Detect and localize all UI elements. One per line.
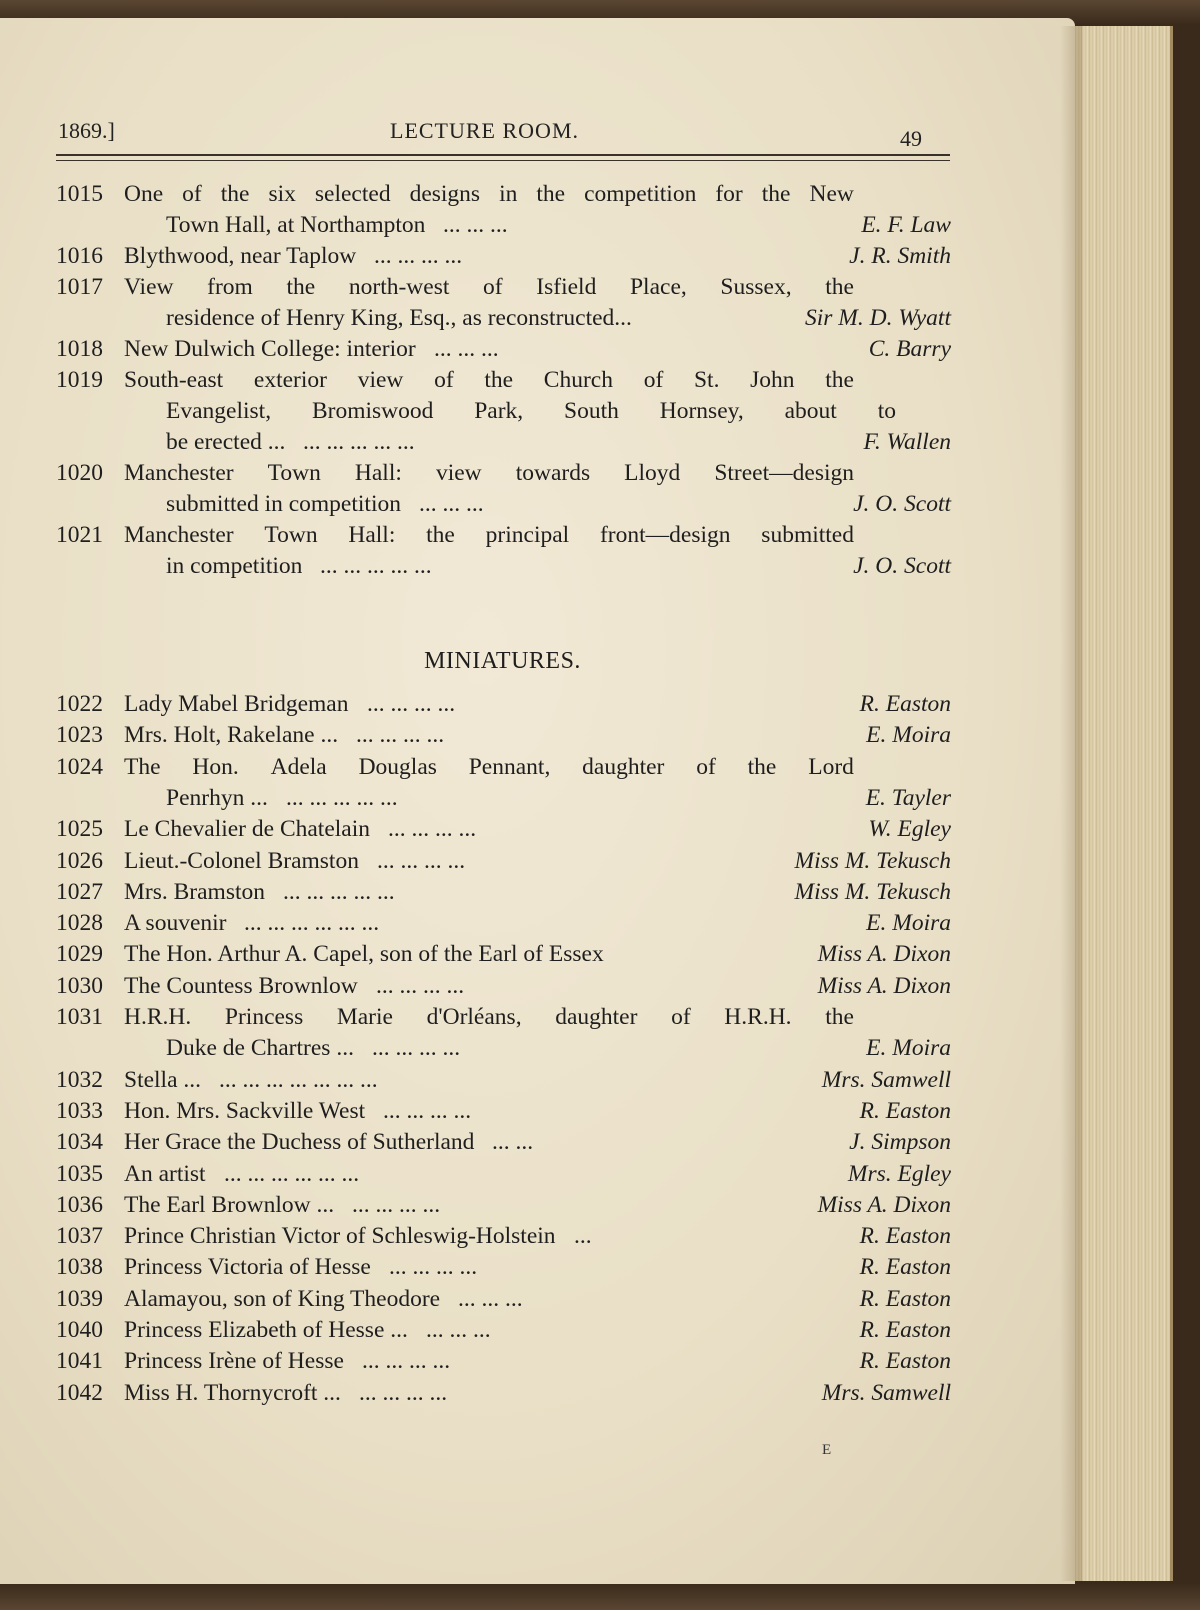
word: the (426, 522, 455, 548)
word: the (761, 181, 791, 207)
leader-dots: ... ... ... ... ... (286, 784, 398, 811)
catalogue-number: 1037 (56, 1223, 103, 1250)
word: Princess (224, 1004, 304, 1030)
entry-title-text: Prince Christian Victor of Schleswig-Holstein (124, 1223, 556, 1250)
catalogue-number: 1033 (56, 1097, 103, 1124)
leader-dots: ... ... ... ... (372, 1035, 461, 1062)
word: Hall: (348, 522, 396, 548)
word: for (715, 181, 743, 207)
catalogue-number: 1035 (56, 1160, 103, 1187)
word: St. (693, 367, 720, 393)
catalogue-number: 1029 (56, 941, 103, 968)
entry-line (0, 271, 1075, 303)
entry-line (0, 719, 1075, 751)
word: Isfield (536, 274, 597, 300)
word: of (643, 367, 664, 393)
word: Manchester (124, 460, 234, 486)
entry-line (0, 1377, 1075, 1409)
entry-line (0, 1158, 1075, 1190)
entry-title-text: residence of Henry King, Esq., as reconstructed... (166, 305, 632, 331)
entry-line (0, 813, 1075, 845)
signature-mark: E (822, 1442, 832, 1458)
word: of (182, 181, 202, 207)
word: Park, (474, 398, 524, 424)
header-title: LECTURE ROOM. (390, 118, 579, 143)
catalogue-number: 1039 (56, 1285, 103, 1312)
entry-title-text (124, 1001, 854, 1033)
leader-dots: ... ... ... ... (383, 1097, 472, 1124)
catalogue-number: 1041 (56, 1348, 103, 1375)
word: the (825, 274, 854, 300)
entry-title-text: Hon. Mrs. Sackville West (124, 1097, 366, 1124)
entry-line (0, 970, 1075, 1002)
leader-dots: ... ... ... ... (376, 972, 465, 999)
word: the (220, 181, 250, 207)
catalogue-number: 1020 (56, 460, 103, 486)
artist-name: R. Easton (859, 691, 951, 717)
entry-line (0, 1189, 1075, 1221)
word: Douglas (358, 753, 437, 780)
entry-title-text: Le Chevalier de Chatelain (124, 816, 370, 843)
header-rule-thin (56, 160, 950, 161)
word: the (484, 367, 514, 393)
leader-dots: ... ... ... ... ... ... (224, 1160, 360, 1187)
catalogue-number: 1031 (56, 1004, 103, 1030)
leader-dots: ... ... ... ... ... (303, 429, 415, 455)
word: exterior (253, 367, 327, 393)
word: the (825, 367, 854, 393)
word: Lord (808, 753, 854, 780)
leader-dots: ... ... ... ... (388, 816, 477, 843)
catalogue-number: 1036 (56, 1191, 103, 1218)
word: of (434, 367, 454, 393)
entry-continuation-line (0, 782, 1075, 814)
entry-title-text: be erected ... (166, 429, 286, 455)
entry-line (0, 1283, 1075, 1315)
artist-name: Mrs. Samwell (821, 1066, 951, 1093)
word: One (124, 181, 164, 207)
artist-name: J. R. Smith (849, 243, 951, 269)
entry-title-text (124, 519, 854, 551)
word: of (671, 1004, 691, 1030)
artist-name: Miss A. Dixon (817, 941, 951, 968)
word: Evangelist, (166, 398, 272, 424)
catalogue-number: 1027 (56, 878, 103, 905)
section-title: MINIATURES. (424, 648, 581, 674)
catalogue-number: 1038 (56, 1254, 103, 1281)
entry-line (0, 519, 1075, 551)
entry-line (0, 1095, 1075, 1127)
catalogue-number: 1032 (56, 1066, 103, 1093)
word: Manchester (124, 522, 234, 548)
artist-name: Miss A. Dixon (817, 972, 951, 999)
entry-continuation-line (0, 550, 1075, 582)
artist-name: E. Moira (866, 1035, 951, 1062)
artist-name: E. F. Law (861, 212, 951, 238)
word: Place, (629, 274, 687, 300)
word: Sussex, (720, 274, 792, 300)
word: to (877, 398, 896, 424)
artist-name: J. O. Scott (853, 491, 951, 517)
word: of (483, 274, 503, 300)
entry-title-text: in competition (166, 553, 303, 579)
entry-title-text: Penrhyn ... (166, 784, 268, 811)
word: Town (267, 460, 321, 486)
word: Marie (336, 1004, 393, 1030)
word: Hornsey, (659, 398, 744, 424)
header-year: 1869.] (58, 118, 115, 143)
leader-dots: ... ... ... ... ... (320, 553, 432, 579)
artist-name: E. Tayler (865, 784, 951, 811)
word: Church (543, 367, 613, 393)
catalogue-number: 1026 (56, 847, 103, 874)
entry-line (0, 1220, 1075, 1252)
book-binding-bottom (0, 1584, 1200, 1610)
word: competition (584, 181, 697, 207)
word: Street—design (714, 460, 854, 486)
word: daughter (555, 1004, 638, 1030)
catalogue-number: 1021 (56, 522, 103, 548)
entry-line (0, 845, 1075, 877)
word: daughter (582, 753, 665, 780)
page-edges (1072, 26, 1173, 1581)
entry-continuation-line (0, 209, 1075, 241)
entry-line (0, 1064, 1075, 1096)
entry-line (0, 751, 1075, 783)
page-number: 49 (900, 126, 922, 151)
word: New (809, 181, 854, 207)
entry-title-text: Mrs. Holt, Rakelane ... (124, 722, 339, 749)
leader-dots: ... ... ... (426, 1317, 491, 1343)
entry-title-text: Lady Mabel Bridgeman (124, 691, 349, 717)
word: designs (409, 181, 481, 207)
catalogue-number: 1034 (56, 1129, 103, 1156)
entry-title-text: submitted in competition (166, 491, 401, 517)
leader-dots: ... ... (492, 1129, 534, 1156)
entry-title-text: The Hon. Arthur A. Capel, son of the Earl of Essex (124, 941, 604, 968)
catalogue-number: 1018 (56, 336, 103, 362)
catalogue-number: 1022 (56, 691, 103, 717)
leader-dots: ... ... ... ... (352, 1191, 441, 1218)
word: north-west (348, 274, 450, 300)
entry-line (0, 938, 1075, 970)
catalogue-number: 1030 (56, 972, 103, 999)
entry-title-text: Princess Elizabeth of Hesse ... (124, 1317, 408, 1343)
word: View (124, 274, 174, 300)
word: towards (515, 460, 591, 486)
artist-name: J. Simpson (849, 1129, 951, 1156)
entry-continuation-line (0, 1032, 1075, 1064)
word: H.R.H. (124, 1004, 192, 1030)
entry-line (0, 1314, 1075, 1346)
word: from (207, 274, 253, 300)
artist-name: R. Easton (859, 1097, 951, 1124)
entry-title-text: The Countess Brownlow (124, 972, 358, 999)
catalogue-number: 1040 (56, 1317, 103, 1343)
leader-dots: ... ... ... (434, 336, 499, 362)
artist-name: Sir M. D. Wyatt (804, 305, 951, 331)
word: front—design (599, 522, 731, 548)
word: selected (314, 181, 391, 207)
artist-name: R. Easton (859, 1317, 951, 1343)
artist-name: R. Easton (859, 1285, 951, 1312)
entry-title-text: Princess Irène of Hesse (124, 1348, 344, 1375)
entry-title-text (124, 364, 854, 396)
word: Hall: (354, 460, 402, 486)
artist-name: E. Moira (866, 910, 951, 937)
entry-title-text: Town Hall, at Northampton (166, 212, 426, 238)
artist-name: J. O. Scott (853, 553, 951, 579)
artist-name: C. Barry (868, 336, 951, 362)
word: John (750, 367, 795, 393)
entry-continuation-line (0, 395, 1075, 427)
leader-dots: ... ... ... ... ... (283, 878, 395, 905)
word: H.R.H. (724, 1004, 792, 1030)
artist-name: Miss M. Tekusch (794, 847, 951, 874)
word: The (124, 753, 161, 780)
entry-continuation-line (0, 426, 1075, 458)
artist-name: Mrs. Egley (847, 1160, 951, 1187)
word: about (784, 398, 837, 424)
leader-dots: ... ... ... ... (359, 1379, 448, 1406)
word: submitted (761, 522, 854, 548)
entry-line (0, 457, 1075, 489)
word: the (286, 274, 316, 300)
catalogue-number: 1015 (56, 181, 103, 207)
catalogue-number: 1024 (56, 753, 103, 780)
word: South (564, 398, 619, 424)
word: Hon. (192, 753, 239, 780)
leader-dots: ... ... ... ... (389, 1254, 478, 1281)
entry-line (0, 688, 1075, 720)
entry-title-text (124, 751, 854, 783)
artist-name: W. Egley (868, 816, 951, 843)
header-rule (56, 154, 950, 156)
word: the (825, 1004, 854, 1030)
entry-line (0, 876, 1075, 908)
artist-name: R. Easton (859, 1223, 951, 1250)
entry-line (0, 333, 1075, 365)
entry-title-text (166, 395, 896, 427)
artist-name: F. Wallen (863, 429, 951, 455)
word: d'Orléans, (426, 1004, 522, 1030)
entry-line (0, 178, 1075, 210)
leader-dots: ... (574, 1223, 592, 1250)
leader-dots: ... ... ... ... (356, 722, 445, 749)
entry-title-text: Alamayou, son of King Theodore (124, 1285, 441, 1312)
entry-line (0, 907, 1075, 939)
entry-title-text: Lieut.-Colonel Bramston (124, 847, 359, 874)
word: principal (485, 522, 570, 548)
leader-dots: ... ... ... (458, 1285, 523, 1312)
entry-title-text: Mrs. Bramston (124, 878, 265, 905)
entry-line (0, 1251, 1075, 1283)
entry-line (0, 364, 1075, 396)
entry-continuation-line (0, 488, 1075, 520)
catalogue-number: 1019 (56, 367, 103, 393)
artist-name: Miss A. Dixon (817, 1191, 951, 1218)
leader-dots: ... ... ... ... (377, 847, 466, 874)
catalogue-number: 1017 (56, 274, 103, 300)
word: of (696, 753, 716, 780)
leader-dots: ... ... ... ... ... ... ... (219, 1066, 378, 1093)
entry-title-text: New Dulwich College: interior (124, 336, 416, 362)
word: Lloyd (624, 460, 681, 486)
entry-continuation-line (0, 302, 1075, 334)
word: six (268, 181, 296, 207)
entry-line (0, 1001, 1075, 1033)
entry-line (0, 1345, 1075, 1377)
artist-name: R. Easton (859, 1348, 951, 1375)
artist-name: R. Easton (859, 1254, 951, 1281)
word: the (536, 181, 566, 207)
entry-title-text: Stella ... (124, 1066, 202, 1093)
leader-dots: ... ... ... ... (362, 1348, 451, 1375)
word: the (747, 753, 777, 780)
catalogue-number: 1025 (56, 816, 103, 843)
catalogue-number: 1028 (56, 910, 103, 937)
word: view (357, 367, 404, 393)
entry-title-text (124, 271, 854, 303)
catalogue-number: 1023 (56, 722, 103, 749)
entry-title-text: Miss H. Thornycroft ... (124, 1379, 341, 1406)
entry-title-text: Duke de Chartres ... (166, 1035, 354, 1062)
entry-title-text: Princess Victoria of Hesse (124, 1254, 371, 1281)
word: view (435, 460, 482, 486)
artist-name: Miss M. Tekusch (794, 878, 951, 905)
word: Adela (270, 753, 327, 780)
catalogue-number: 1016 (56, 243, 103, 269)
word: Town (264, 522, 318, 548)
leader-dots: ... ... ... ... (374, 243, 463, 269)
running-header (0, 112, 1075, 152)
leader-dots: ... ... ... ... ... ... (244, 910, 380, 937)
entry-title-text: Her Grace the Duchess of Sutherland (124, 1129, 475, 1156)
entry-title-text: An artist (124, 1160, 206, 1187)
word: in (499, 181, 518, 207)
leader-dots: ... ... ... (443, 212, 508, 238)
word: Bromiswood (311, 398, 434, 424)
entry-title-text (124, 178, 854, 210)
entry-title-text: Blythwood, near Taplow (124, 243, 357, 269)
entry-line (0, 240, 1075, 272)
entry-title-text: A souvenir (124, 910, 227, 937)
catalogue-number: 1042 (56, 1379, 103, 1406)
leader-dots: ... ... ... (419, 491, 484, 517)
entry-line (0, 1126, 1075, 1158)
leader-dots: ... ... ... ... (367, 691, 456, 717)
artist-name: E. Moira (866, 722, 951, 749)
word: Pennant, (468, 753, 551, 780)
word: South-east (124, 367, 224, 393)
entry-title-text: The Earl Brownlow ... (124, 1191, 335, 1218)
entry-title-text (124, 457, 854, 489)
artist-name: Mrs. Samwell (821, 1379, 951, 1406)
